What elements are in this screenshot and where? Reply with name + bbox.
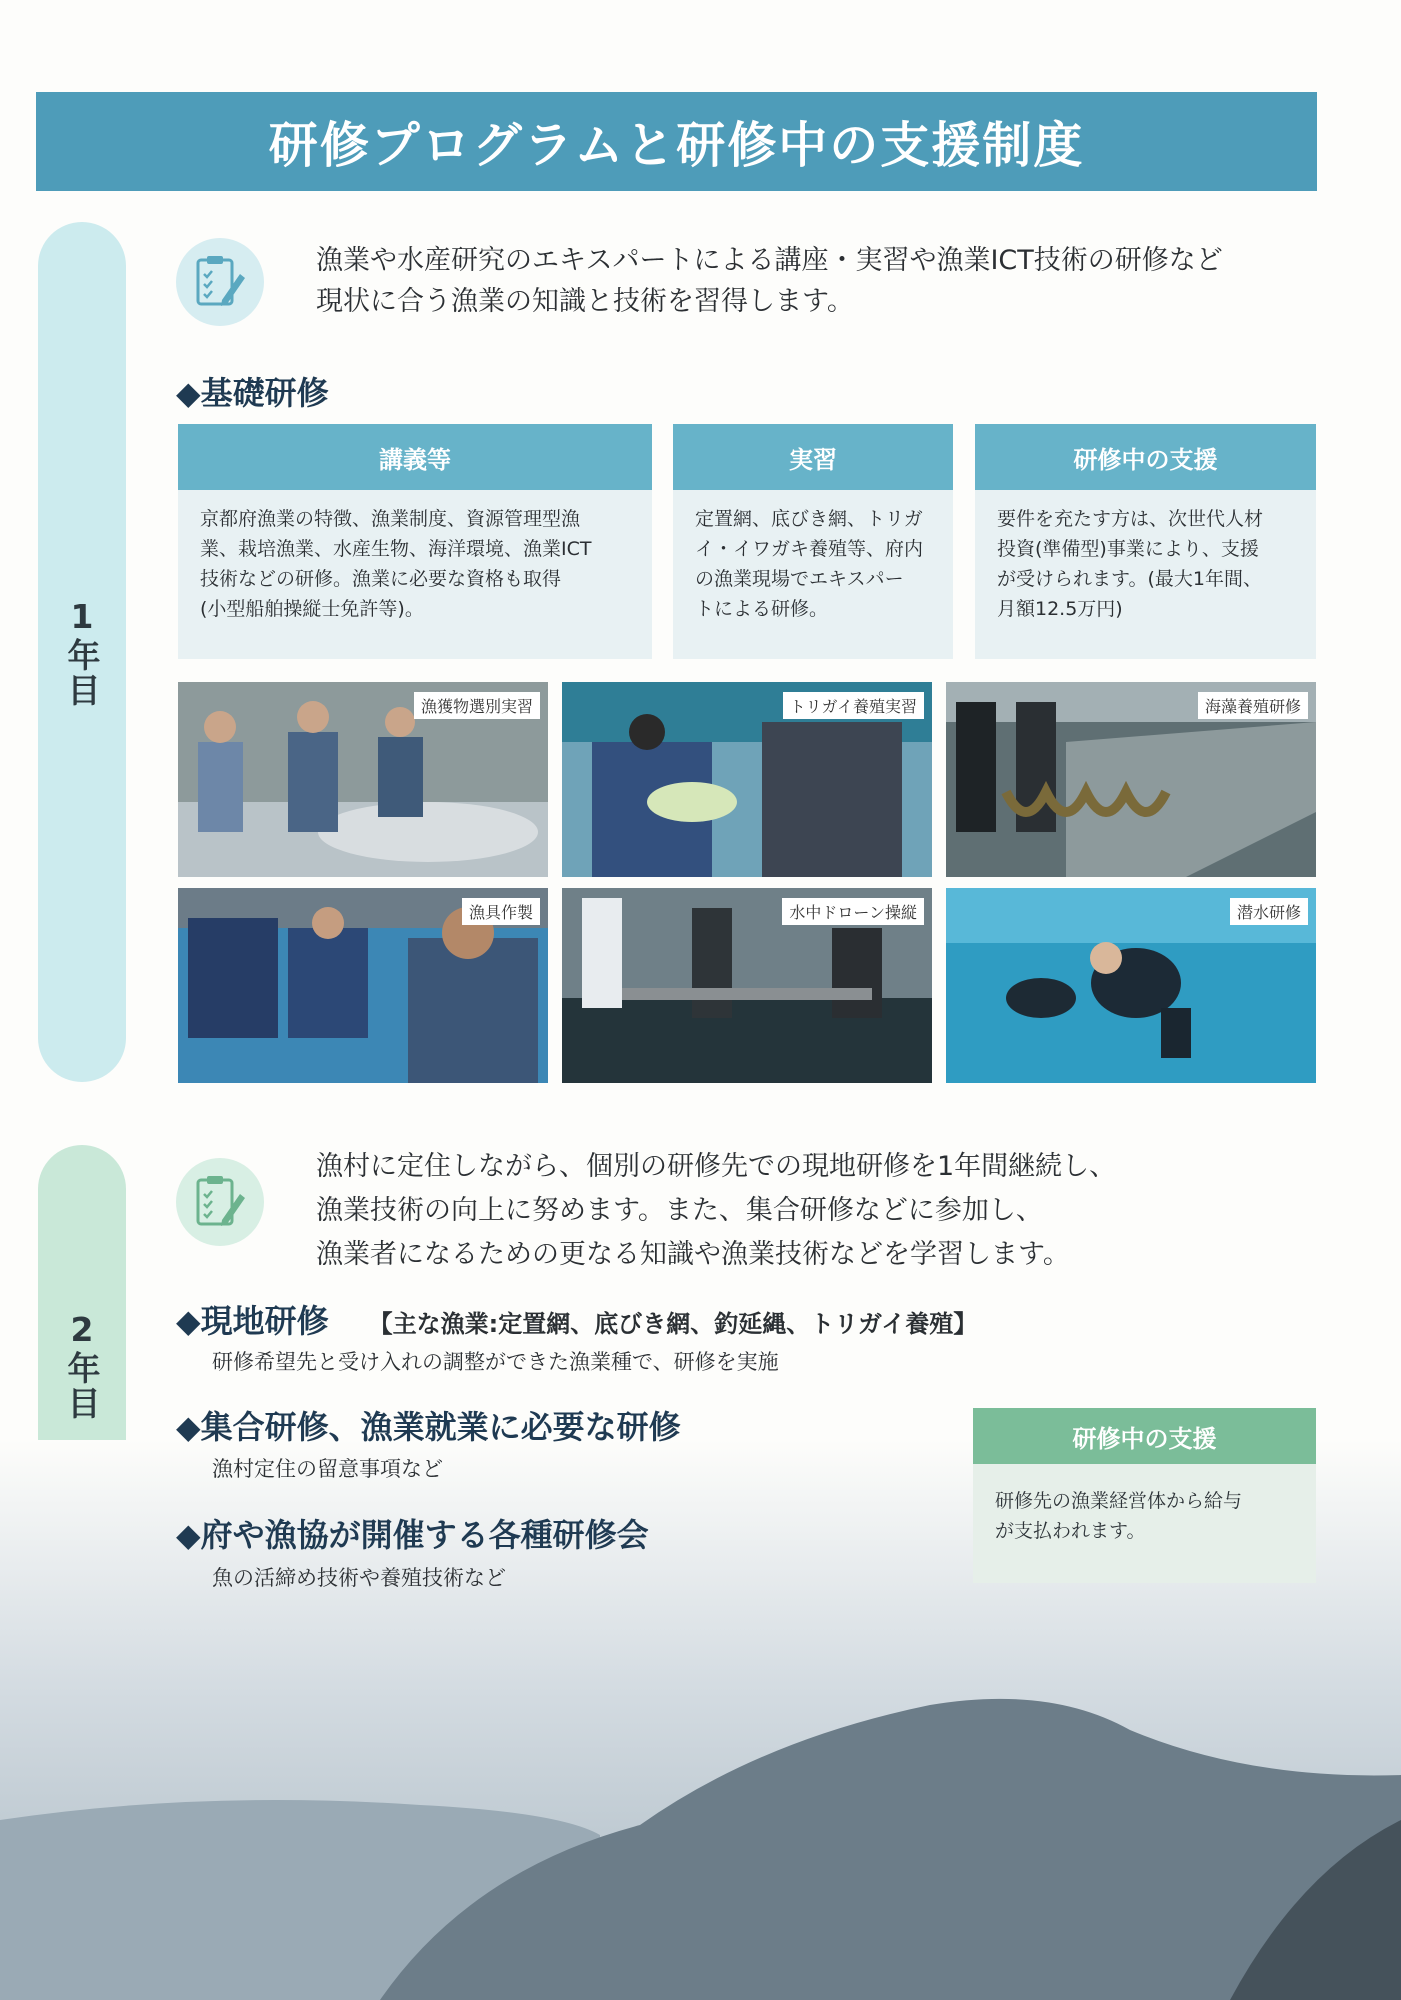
year2-intro [316,1145,1316,1277]
practice-box-title: 実習 [673,424,953,490]
year2-support-title: 研修中の支援 [973,1408,1316,1464]
main-fisheries-note: 【主な漁業:定置網、底びき網、釣延縄、トリガイ養殖】 [368,1310,978,1338]
year1-intro-line: 漁業や水産研究のエキスパートによる講座・実習や漁業ICT技術の研修など [316,245,1223,276]
support-box [975,424,1316,659]
box-line: 定置網、底びき網、トリガ [695,508,923,530]
photo-caption: 漁具作製 [462,898,540,925]
photo-catch-sorting [178,682,548,877]
year2-intro-line: 漁村に定住しながら、個別の研修先での現地研修を1年間継続し、 [316,1151,1117,1182]
workshops-heading: ◆府や漁協が開催する各種研修会 [176,1516,649,1554]
photo-seaweed-culture [946,682,1316,877]
lecture-box-title: 講義等 [178,424,652,490]
year2-support-body [973,1464,1316,1568]
support-box-title: 研修中の支援 [975,424,1316,490]
box-line: が受けられます。(最大1年間、 [997,568,1262,590]
photo-caption: 海藻養殖研修 [1198,692,1308,719]
year2-intro-line: 漁業者になるための更なる知識や漁業技術などを学習します。 [316,1239,1070,1270]
box-line: 業、栽培漁業、水産生物、海洋環境、漁業ICT [200,538,592,560]
year2-label: 2年目 [62,1309,102,1421]
workshops-desc: 魚の活締め技術や養殖技術など [212,1566,506,1590]
photo-torigai-culture [562,682,932,877]
photo-caption: 水中ドローン操縦 [782,898,924,925]
year2-intro-line: 漁業技術の向上に努めます。また、集合研修などに参加し、 [316,1195,1043,1226]
year1-intro [316,240,1316,322]
photo-gear-making [178,888,548,1083]
onsite-training-desc: 研修希望先と受け入れの調整ができた漁業種で、研修を実施 [212,1350,779,1374]
clipboard-pen-icon [176,1158,264,1246]
group-training-heading: ◆集合研修、漁業就業に必要な研修 [176,1408,681,1446]
group-training-desc: 漁村定住の留意事項など [212,1457,443,1481]
photo-diving [946,888,1316,1083]
box-line: 京都府漁業の特徴、漁業制度、資源管理型漁 [200,508,581,530]
box-line: 月額12.5万円) [997,598,1123,620]
page-header [36,92,1317,191]
box-line: の漁業現場でエキスパー [695,568,904,590]
year1-label: 1年目 [62,596,102,708]
box-line: 研修先の漁業経営体から給与 [995,1490,1243,1512]
onsite-training-heading [176,1296,977,1342]
year1-intro-line: 現状に合う漁業の知識と技術を習得します。 [316,286,854,317]
photo-drone-operation [562,888,932,1083]
box-line: (小型船舶操縦士免許等)。 [200,598,424,620]
box-line: イ・イワガキ養殖等、府内 [695,538,924,560]
year1-tab [38,222,126,1082]
box-line: が支払われます。 [995,1520,1146,1542]
box-line: 要件を充たす方は、次世代人材 [997,508,1264,530]
box-line: 投資(準備型)事業により、支援 [997,538,1259,560]
year2-support-box [973,1408,1316,1583]
onsite-training-title: ◆現地研修 [176,1302,329,1340]
box-line: トによる研修。 [695,598,829,620]
practice-box-body [673,490,953,638]
practice-box [673,424,953,659]
box-line: 技術などの研修。漁業に必要な資格も取得 [200,568,562,590]
photo-caption: 潜水研修 [1230,898,1308,925]
page-title: 研修プログラムと研修中の支援制度 [268,116,1085,174]
lecture-box-body [178,490,652,638]
support-box-body [975,490,1316,638]
photo-caption: トリガイ養殖実習 [783,692,924,719]
lecture-box [178,424,652,659]
photo-caption: 漁獲物選別実習 [414,692,540,719]
basic-training-heading: ◆基礎研修 [176,374,329,412]
clipboard-pen-icon [176,238,264,326]
